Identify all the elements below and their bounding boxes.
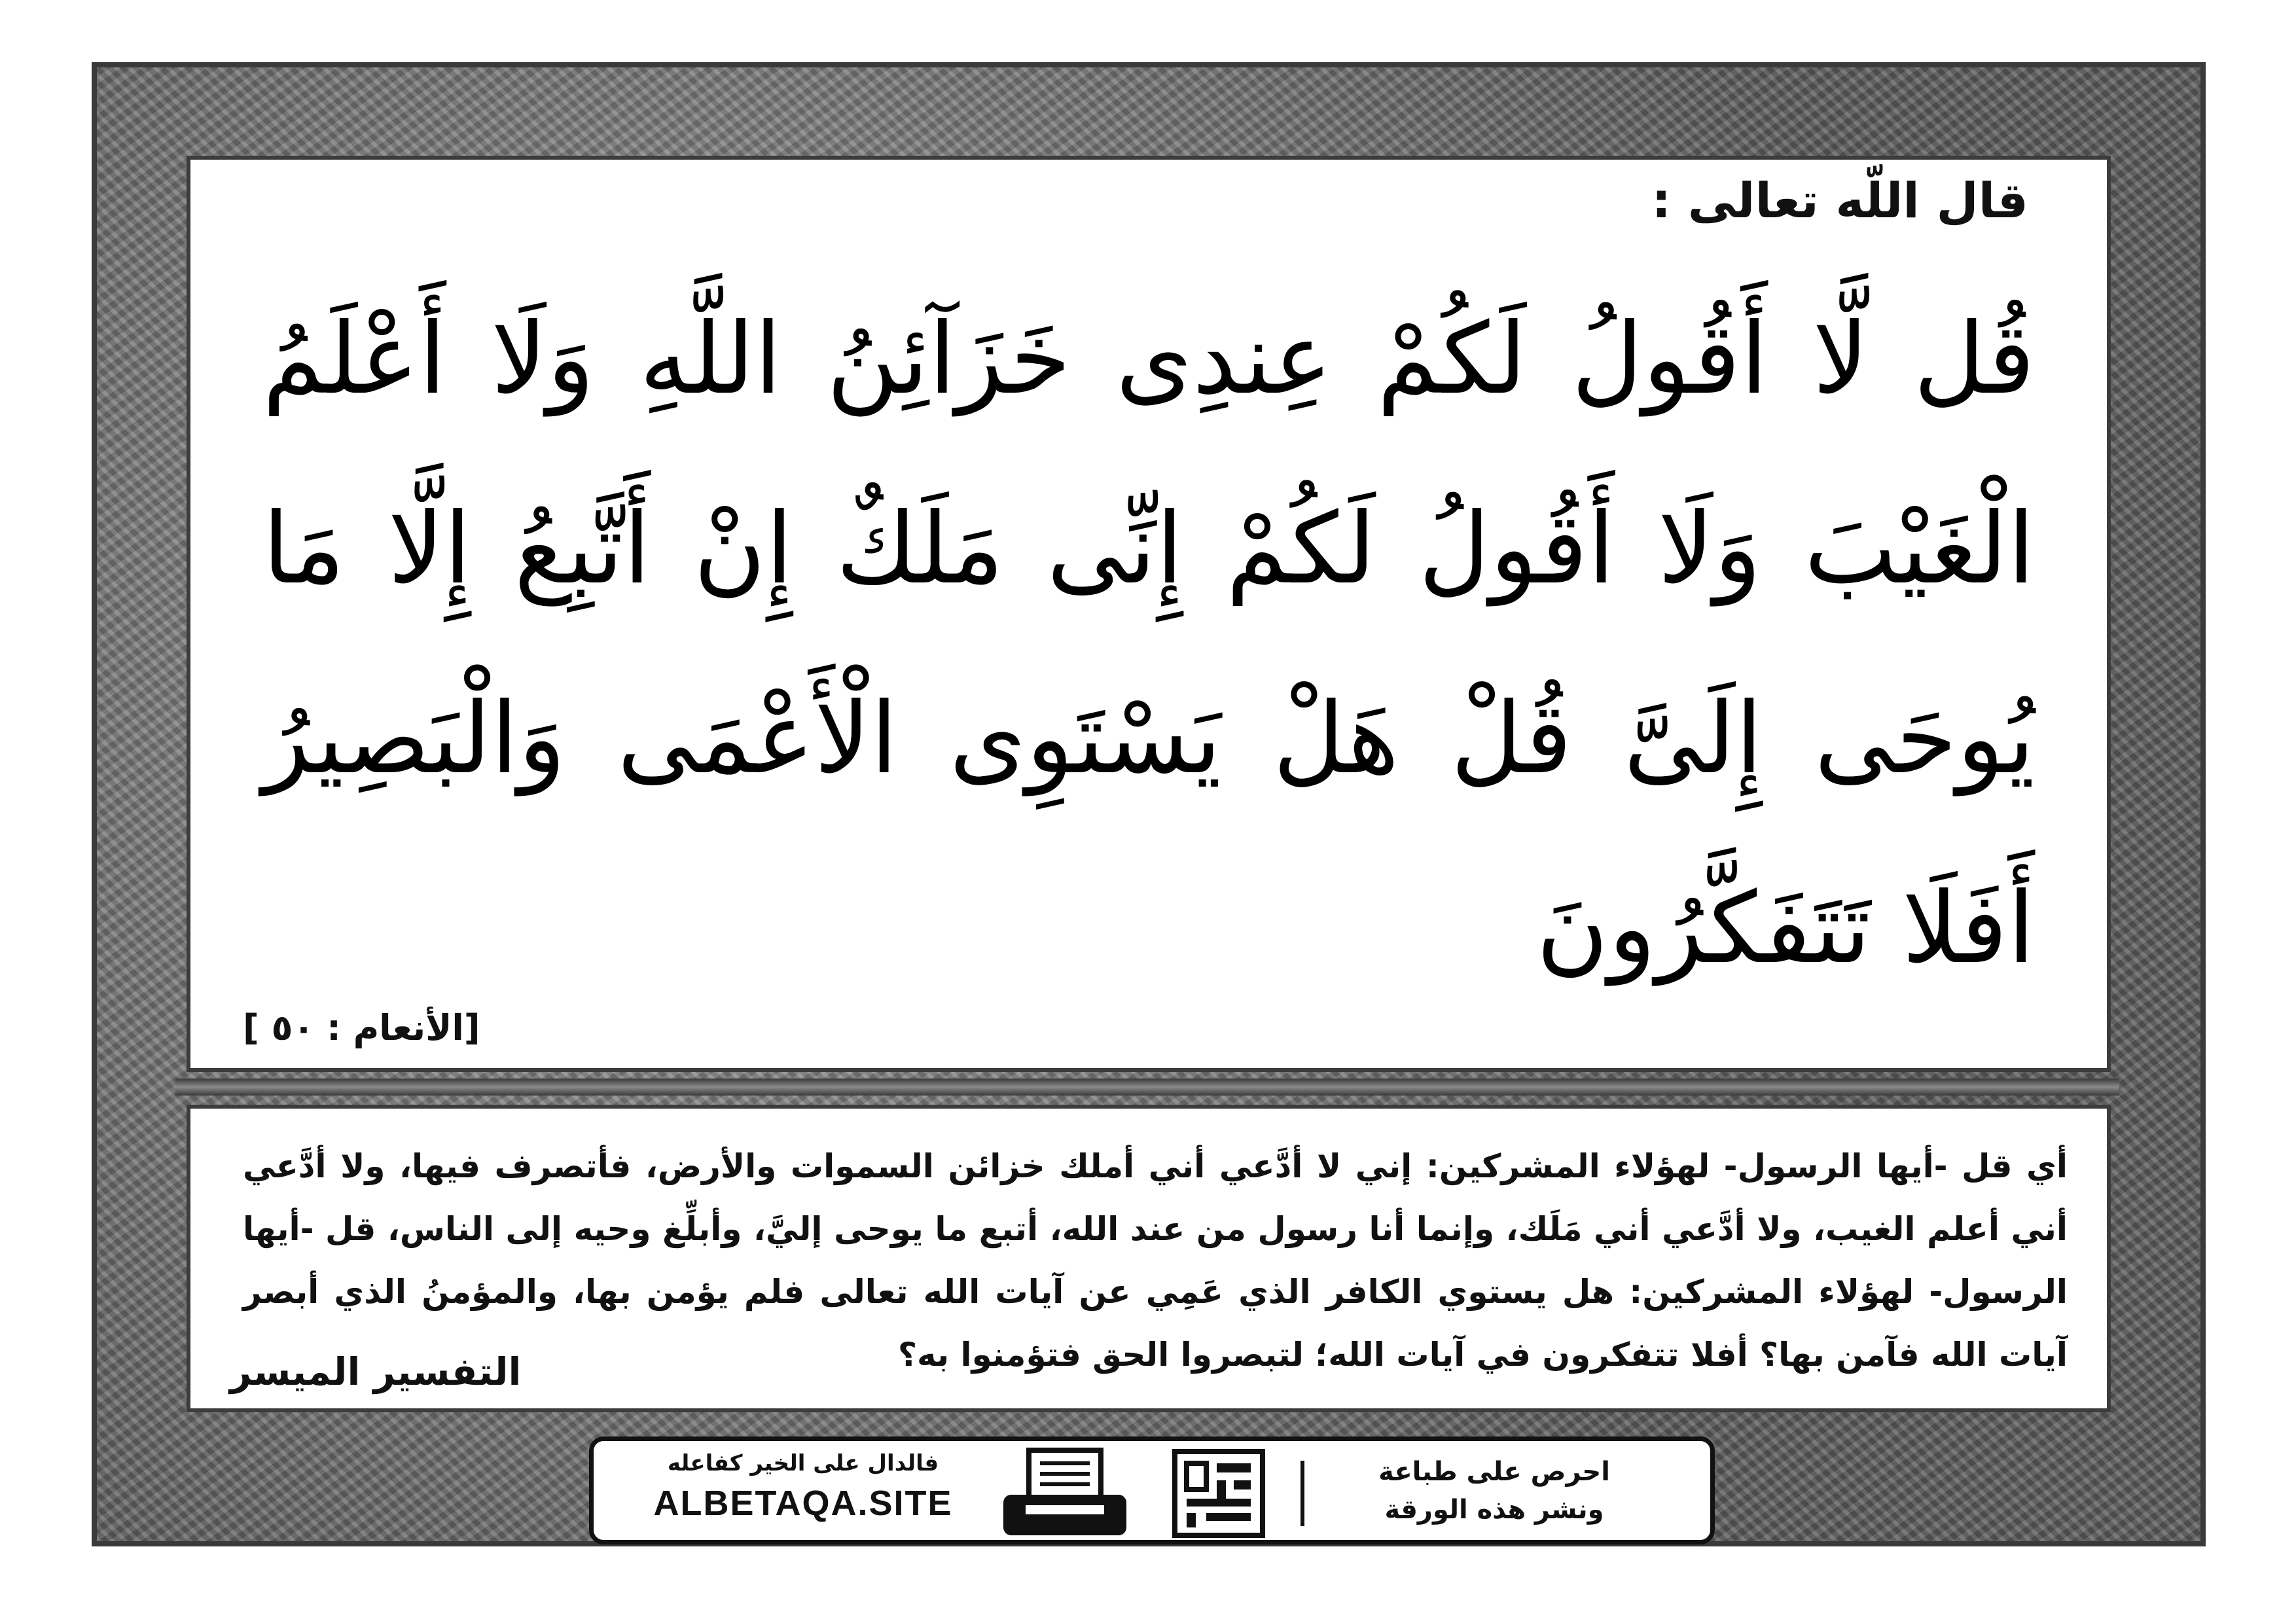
- footer-site-block: [620, 1450, 986, 1524]
- divider-bar: [175, 1079, 2119, 1096]
- tafsir-panel: [187, 1105, 2111, 1412]
- verse-panel: [187, 156, 2111, 1072]
- logo-mark: [1170, 1448, 1268, 1539]
- verse-heading: قال اللّه تعالى :: [1651, 173, 2028, 229]
- footer-call-to-action: [1324, 1453, 1664, 1529]
- printer-icon: [999, 1448, 1130, 1539]
- verse-reference: [الأنعام : ٥٠ ]: [243, 1007, 480, 1048]
- footer-separator: [1300, 1461, 1304, 1526]
- footer-motto: فالدال على الخير كفاعله: [667, 1450, 939, 1476]
- tafsir-source: التفسير الميسر: [230, 1349, 522, 1394]
- verse-text: قُل لَّا أَقُولُ لَكُمْ عِندِى خَزَآئِنُ اللَّهِ وَلَا أَعْلَمُ الْغَيْبَ وَلَا أَقُولُ لَكُمْ إِنِّى مَلَكٌ إِنْ أَتَّبِعُ إِلَّا مَا يُوحَى إِلَىَّ قُلْ هَلْ يَسْتَوِى الْأَعْمَى وَالْبَصِيرُ أَفَلَا تَتَفَكَّرُونَ: [262, 302, 2035, 986]
- footer-bar: [589, 1436, 1715, 1544]
- footer-site-link[interactable]: ALBETAQA.SITE: [653, 1484, 953, 1523]
- tafsir-text: أي قل -أيها الرسول- لهؤلاء المشركين: إني لا أدَّعي أني أملك خزائن السموات والأرض، فأتصرف فيها، ولا أدَّعي أني أعلم الغيب، ولا أدَّعي أني مَلَك، وإنما أنا رسول من عند الله، أتبع ما يوحى إليَّ، وأبلِّغ وحيه إلى الناس، قل -أيها الرسول- لهؤلاء المشركين: هل يستوي الكافر الذي عَمِي عن آيات الله تعالى فلم يؤمن بها، والمؤمنُ الذي أبصر آيات الله فآمن بها؟ أفلا تتفكرون في آيات الله؛ لتبصروا الحق فتؤمنوا به؟: [243, 1147, 2068, 1374]
- footer-call-line-1: احرص على طباعة: [1378, 1457, 1610, 1487]
- footer-call-line-2: ونشر هذه الورقة: [1384, 1495, 1604, 1525]
